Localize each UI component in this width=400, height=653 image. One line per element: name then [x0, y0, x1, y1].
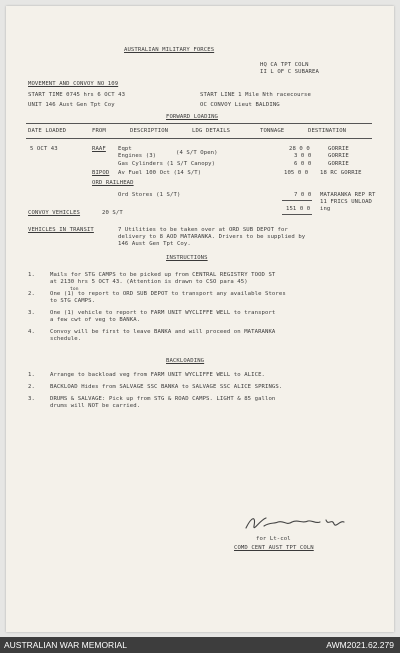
- row3-dest: GORRIE: [328, 161, 349, 167]
- backload-3-number: 3.: [28, 396, 35, 402]
- col-ldg-details: LDG DETAILS: [192, 128, 231, 134]
- table-rule-header: [26, 138, 372, 139]
- col-description: DESCRIPTION: [130, 128, 169, 134]
- table-rule-top: [26, 123, 372, 124]
- instruction-4-line-2: schedule.: [50, 336, 82, 342]
- handwritten-signature: [242, 512, 352, 534]
- hq-line: HQ CA TPT COLN: [260, 62, 309, 68]
- backload-1: Arrange to backload veg from FARM UNIT WYCLIFFE WELL to ALICE.: [50, 372, 265, 378]
- row1-dest: GORRIE: [328, 146, 349, 152]
- row6-dest-line3: ing: [320, 206, 331, 212]
- row6-tonnage: 7 0 0: [294, 192, 312, 198]
- row4-desc: Av Fuel 100 Oct (14 S/T): [118, 170, 202, 176]
- instruction-2-number: 2.: [28, 291, 35, 297]
- instruction-2-line-2: to STG CAMPS.: [50, 298, 96, 304]
- row3-tonnage: 6 0 0: [294, 161, 312, 167]
- transit-line-2: delivery to 8 AOD MATARANKA. Drivers to be supplied by: [118, 234, 306, 240]
- row4-tonnage: 105 0 0: [284, 170, 309, 176]
- instruction-3-number: 3.: [28, 310, 35, 316]
- backload-3-line-2: drums will NOT be carried.: [50, 403, 141, 409]
- movement-number: MOVEMENT AND CONVOY NO 109: [28, 81, 119, 87]
- signature-for-line: for Lt-col: [256, 536, 291, 542]
- instruction-4-number: 4.: [28, 329, 35, 335]
- row6-dest-line2: 11 FRICS UNLOAD: [320, 199, 373, 205]
- backload-3-line-1: DRUMS & SALVAGE: Pick up from STG & ROAD CAMPS. LIGHT & 85 gallon: [50, 396, 276, 402]
- signature-title: COMD CENT AUST TPT COLN: [234, 545, 314, 551]
- oc-convoy: OC CONVOY Lieut BALDING: [200, 102, 280, 108]
- instruction-2-handwritten-ton: ton: [70, 287, 79, 292]
- transit-line-1: 7 Utilities to be taken over at ORD SUB DEPOT for: [118, 227, 288, 233]
- row6-desc: Ord Stores (1 S/T): [118, 192, 181, 198]
- instruction-1-line-1: Mails for STG CAMPS to be picked up from CENTRAL REGISTRY TOOD ST: [50, 272, 276, 278]
- tonnage-total: 151 0 0: [286, 206, 311, 212]
- tonnage-total-rule: [282, 214, 312, 215]
- row1-tonnage: 28 0 0: [289, 146, 310, 152]
- backload-1-number: 1.: [28, 372, 35, 378]
- row1-from: RAAF: [92, 146, 106, 152]
- instruction-1-number: 1.: [28, 272, 35, 278]
- row2-dest: GORRIE: [328, 153, 349, 159]
- instruction-4-line-1: Convoy will be first to leave BANKA and will proceed on MATARANKA: [50, 329, 276, 335]
- forward-loading-heading: FORWARD LOADING: [166, 114, 219, 120]
- vehicles-in-transit-label: VEHICLES IN TRANSIT: [28, 227, 94, 233]
- archive-footer: [0, 637, 400, 653]
- row2-ldg: (4 S/T Open): [176, 150, 218, 156]
- footer-institution: AUSTRALIAN WAR MEMORIAL: [4, 640, 127, 650]
- row1-desc: Eqpt: [118, 146, 132, 152]
- convoy-vehicles-value: 20 S/T: [102, 210, 123, 216]
- row2-tonnage: 3 0 0: [294, 153, 312, 159]
- transit-line-3: 146 Aust Gen Tpt Coy.: [118, 241, 191, 247]
- instruction-1-line-2: at 2130 hrs 5 OCT 43. (Attention is drawn to CSO para 45): [50, 279, 248, 285]
- col-tonnage: TONNAGE: [260, 128, 285, 134]
- row4-from: BIPOD: [92, 170, 110, 176]
- col-date-loaded: DATE LOADED: [28, 128, 67, 134]
- backload-2: BACKLOAD Hides from SALVAGE SSC BANKA to SALVAGE SSC ALICE SPRINGS.: [50, 384, 283, 390]
- backload-2-number: 2.: [28, 384, 35, 390]
- row4-dest: 18 RC GORRIE: [320, 170, 362, 176]
- row-date: 5 OCT 43: [30, 146, 58, 152]
- footer-accession-number: AWM2021.62.279: [326, 640, 394, 650]
- col-from: FROM: [92, 128, 106, 134]
- tonnage-sum-rule: [282, 200, 312, 201]
- col-destination: DESTINATION: [308, 128, 347, 134]
- backloading-heading: BACKLOADING: [166, 358, 205, 364]
- row2-desc: Engines (3): [118, 153, 157, 159]
- unit-line: UNIT 146 Aust Gen Tpt Coy: [28, 102, 115, 108]
- row5-from: ORD RAILHEAD: [92, 180, 134, 186]
- convoy-vehicles-label: CONVOY VEHICLES: [28, 210, 81, 216]
- document-title: AUSTRALIAN MILITARY FORCES: [124, 47, 215, 53]
- instructions-heading: INSTRUCTIONS: [166, 255, 208, 261]
- instruction-2-line-1: One (1) to report to ORD SUB DEPOT to transport any available Stores: [50, 291, 286, 297]
- hq-subarea-line: II L OF C SUBAREA: [260, 69, 319, 75]
- row3-desc: Gas Cylinders (1 S/T Canopy): [118, 161, 216, 167]
- document-page: [6, 6, 394, 632]
- row6-dest-line1: MATARANKA REP RT: [320, 192, 376, 198]
- instruction-3-line-2: a few cwt of veg to BANKA.: [50, 317, 141, 323]
- instruction-3-line-1: One (1) vehicle to report to FARM UNIT WYCLIFFE WELL to transport: [50, 310, 276, 316]
- start-time: START TIME 0745 hrs 6 OCT 43: [28, 92, 126, 98]
- start-line: START LINE 1 Mile Nth racecourse: [200, 92, 311, 98]
